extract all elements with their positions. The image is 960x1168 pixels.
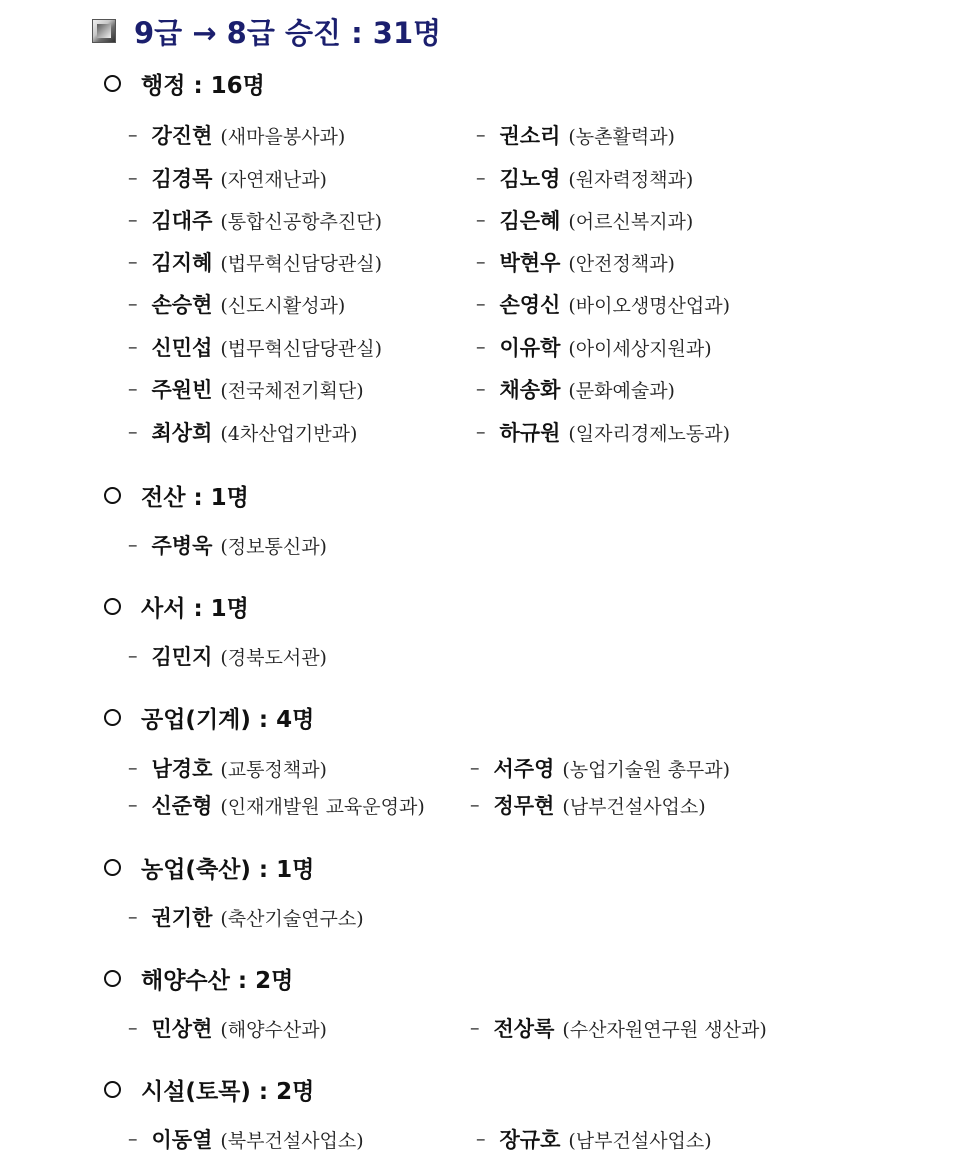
section-heading-admin (104, 66, 265, 100)
department-name: (정보통신과) (220, 535, 327, 558)
person-name: 손영신 (499, 292, 561, 317)
section-heading-text: 전산 : 1명 (141, 484, 249, 511)
person-name: 손승현 (151, 292, 213, 317)
list-item (128, 205, 382, 235)
department-name: (농촌활력과) (568, 125, 675, 148)
list-item (476, 247, 675, 277)
section-heading-marine-fisheries (104, 961, 293, 995)
person-name: 박현우 (499, 250, 561, 275)
department-name: (축산기술연구소) (220, 907, 364, 930)
department-name: (원자력정책과) (568, 168, 694, 191)
person-name: 김은혜 (499, 208, 561, 233)
list-item (470, 790, 706, 820)
list-item (476, 205, 693, 235)
department-name: (수산자원연구원 생산과) (562, 1018, 767, 1041)
department-name: (북부건설사업소) (220, 1129, 364, 1152)
person-name: 신민섭 (151, 335, 213, 360)
section-heading-agriculture-livestock (104, 850, 314, 884)
department-name: (안전정책과) (568, 252, 675, 275)
dash-marker: – (128, 293, 138, 315)
dash-marker: – (470, 794, 480, 816)
department-name: (새마을봉사과) (220, 125, 346, 148)
section-heading-librarian (104, 589, 249, 623)
dash-marker: – (128, 757, 138, 779)
person-name: 강진현 (151, 123, 213, 148)
list-item (128, 530, 327, 560)
person-name: 주원빈 (151, 377, 213, 402)
department-name: (법무혁신담당관실) (220, 252, 383, 275)
department-name: (전국체전기획단) (220, 379, 364, 402)
list-item (476, 163, 693, 193)
hollow-circle-icon (104, 598, 121, 615)
department-name: (경북도서관) (220, 646, 327, 669)
list-item (128, 163, 327, 193)
list-item (128, 247, 382, 277)
dash-marker: – (128, 124, 138, 146)
hollow-circle-icon (104, 75, 121, 92)
list-item (128, 289, 345, 319)
list-item (476, 417, 730, 447)
department-name: (교통정책과) (220, 758, 327, 781)
dash-marker: – (128, 421, 138, 443)
hollow-circle-icon (104, 487, 121, 504)
list-item (128, 790, 425, 820)
dash-marker: – (476, 124, 486, 146)
department-name: (일자리경제노동과) (568, 422, 731, 445)
department-name: (농업기술원 총무과) (562, 758, 731, 781)
section-heading-computing (104, 478, 249, 512)
dash-marker: – (476, 251, 486, 273)
department-name: (법무혁신담당관실) (220, 337, 383, 360)
dash-marker: – (128, 1128, 138, 1150)
section-heading-facilities-civil (104, 1072, 314, 1106)
department-name: (해양수산과) (220, 1018, 327, 1041)
department-name: (바이오생명산업과) (568, 294, 731, 317)
section-heading-text: 공업(기계) : 4명 (141, 706, 315, 733)
list-item (128, 332, 382, 362)
dash-marker: – (128, 209, 138, 231)
department-name: (신도시활성과) (220, 294, 346, 317)
hollow-circle-icon (104, 1081, 121, 1098)
list-item (476, 374, 675, 404)
list-item (476, 289, 730, 319)
person-name: 김경목 (151, 166, 213, 191)
department-name: (어르신복지과) (568, 210, 694, 233)
person-name: 이유학 (499, 335, 561, 360)
person-name: 김대주 (151, 208, 213, 233)
department-name: (인재개발원 교육운영과) (220, 795, 425, 818)
dash-marker: – (128, 336, 138, 358)
department-name: (자연재난과) (220, 168, 327, 191)
list-item (128, 417, 357, 447)
list-item (476, 120, 675, 150)
dash-marker: – (128, 378, 138, 400)
bevel-square-icon (92, 19, 116, 43)
person-name: 김민지 (151, 644, 213, 669)
person-name: 최상희 (151, 420, 213, 445)
dash-marker: – (128, 794, 138, 816)
dash-marker: – (470, 1017, 480, 1039)
section-heading-text: 시설(토목) : 2명 (141, 1078, 315, 1105)
person-name: 정무현 (493, 793, 555, 818)
dash-marker: – (476, 336, 486, 358)
page-title-text: 9급 → 8급 승진 : 31명 (134, 15, 442, 50)
person-name: 신준형 (151, 793, 213, 818)
person-name: 김노영 (499, 166, 561, 191)
person-name: 민상현 (151, 1016, 213, 1041)
dash-marker: – (476, 209, 486, 231)
person-name: 하규원 (499, 420, 561, 445)
hollow-circle-icon (104, 970, 121, 987)
list-item (476, 332, 712, 362)
person-name: 서주영 (493, 756, 555, 781)
page-title (92, 10, 441, 52)
person-name: 권소리 (499, 123, 561, 148)
list-item (128, 641, 327, 671)
section-heading-industry-machinery (104, 700, 314, 734)
person-name: 장규호 (499, 1127, 561, 1152)
dash-marker: – (128, 534, 138, 556)
list-item (128, 1013, 327, 1043)
section-heading-text: 농업(축산) : 1명 (141, 856, 315, 883)
hollow-circle-icon (104, 859, 121, 876)
person-name: 주병욱 (151, 533, 213, 558)
list-item (128, 902, 364, 932)
department-name: (4차산업기반과) (220, 422, 358, 445)
list-item (476, 1124, 712, 1154)
list-item (128, 1124, 364, 1154)
list-item (128, 120, 345, 150)
person-name: 채송화 (499, 377, 561, 402)
dash-marker: – (470, 757, 480, 779)
list-item (470, 753, 730, 783)
department-name: (문화예술과) (568, 379, 675, 402)
dash-marker: – (128, 906, 138, 928)
department-name: (아이세상지원과) (568, 337, 712, 360)
dash-marker: – (476, 378, 486, 400)
dash-marker: – (476, 421, 486, 443)
list-item (128, 753, 327, 783)
hollow-circle-icon (104, 709, 121, 726)
list-item (470, 1013, 767, 1043)
dash-marker: – (476, 1128, 486, 1150)
dash-marker: – (128, 645, 138, 667)
person-name: 남경호 (151, 756, 213, 781)
dash-marker: – (128, 251, 138, 273)
dash-marker: – (476, 167, 486, 189)
department-name: (통합신공항추진단) (220, 210, 383, 233)
list-item (128, 374, 364, 404)
section-heading-text: 해양수산 : 2명 (141, 967, 294, 994)
department-name: (남부건설사업소) (568, 1129, 712, 1152)
department-name: (남부건설사업소) (562, 795, 706, 818)
dash-marker: – (128, 1017, 138, 1039)
dash-marker: – (476, 293, 486, 315)
person-name: 김지혜 (151, 250, 213, 275)
person-name: 이동열 (151, 1127, 213, 1152)
dash-marker: – (128, 167, 138, 189)
person-name: 권기한 (151, 905, 213, 930)
section-heading-text: 행정 : 16명 (141, 72, 265, 99)
section-heading-text: 사서 : 1명 (141, 595, 249, 622)
person-name: 전상록 (493, 1016, 555, 1041)
